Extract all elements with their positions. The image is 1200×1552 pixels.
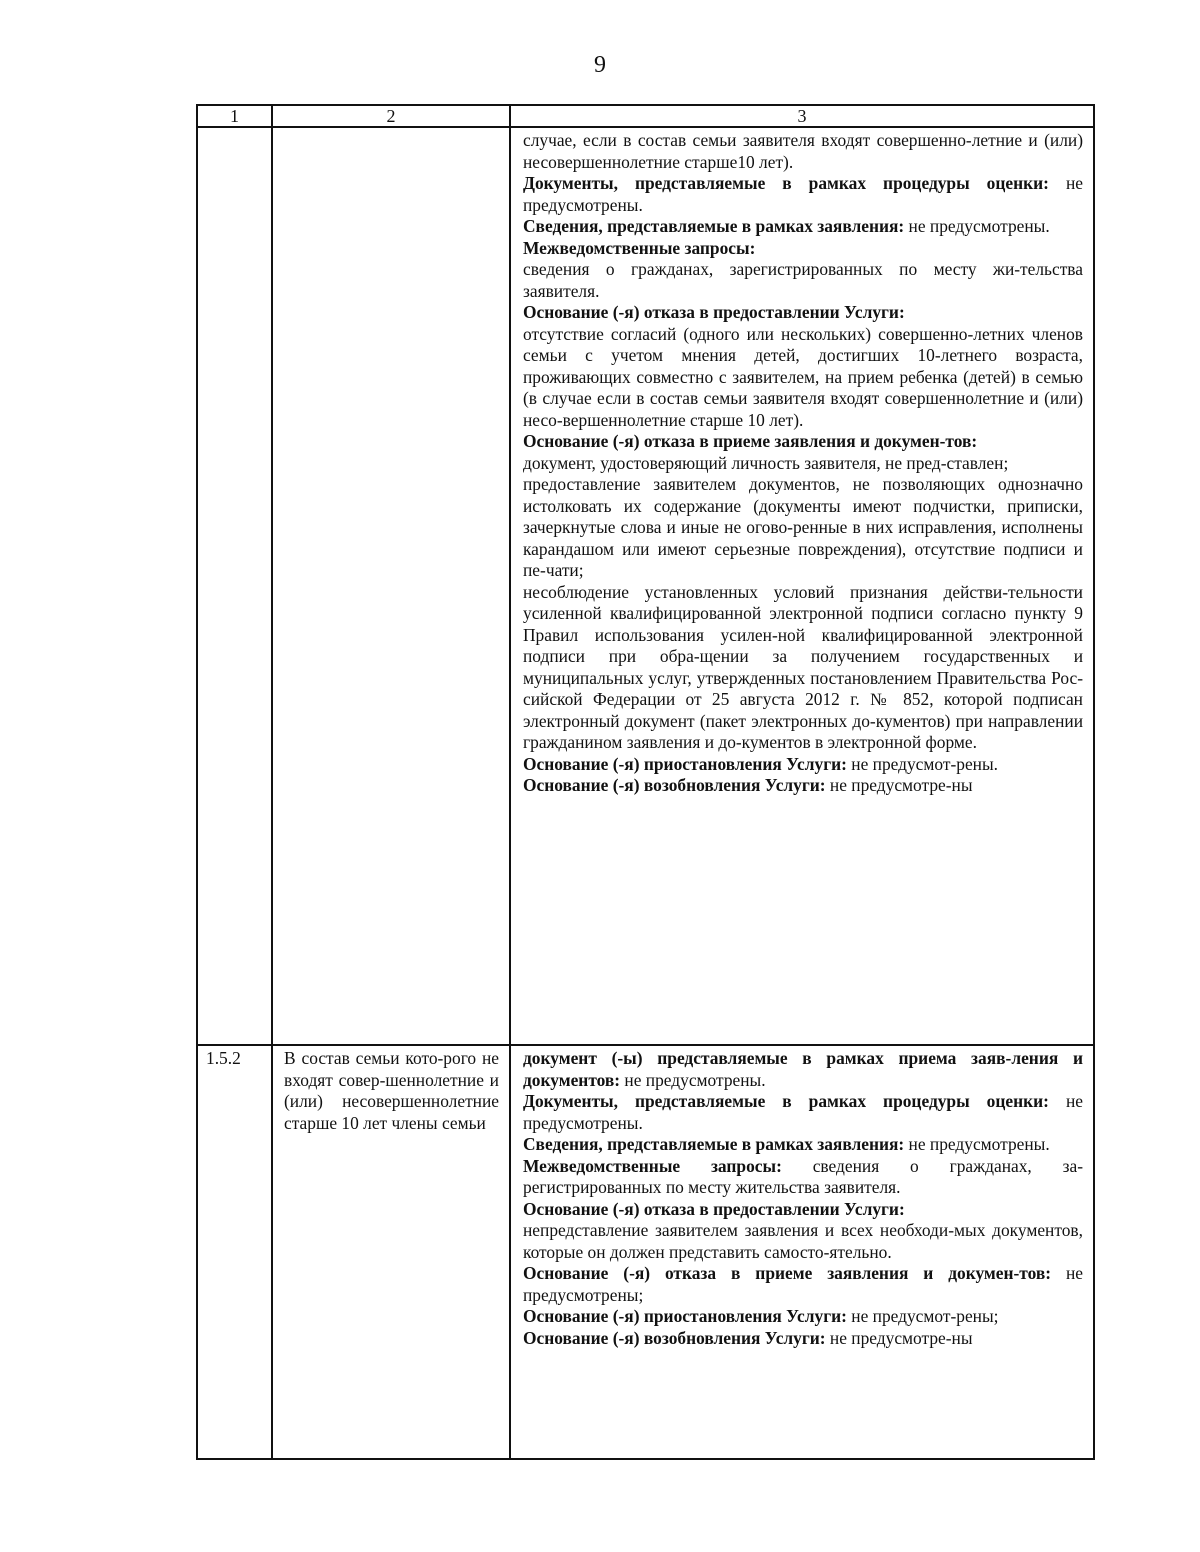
paragraph-heading: Основание (-я) возобновления Услуги: bbox=[523, 775, 826, 795]
table-header-row bbox=[197, 105, 1094, 127]
paragraph bbox=[523, 1134, 1083, 1156]
paragraph bbox=[523, 130, 1083, 173]
paragraph-text: не предусмотре-ны bbox=[825, 1327, 973, 1348]
row-number-cell bbox=[197, 1045, 272, 1459]
paragraph-text: случае, если в состав семьи заявителя входят совершенно-летние и (или) несовершеннолетние старше10 лет). bbox=[523, 130, 1083, 172]
page-number: 9 bbox=[594, 52, 606, 78]
details-text bbox=[511, 1046, 1093, 1349]
details-text bbox=[511, 128, 1093, 797]
paragraph-text: не предусмот-рены; bbox=[846, 1306, 999, 1326]
paragraph bbox=[523, 754, 1083, 776]
paragraph-heading: Документы, представляемые в рамках процедуры оценки: bbox=[523, 1091, 1049, 1111]
row-number bbox=[198, 128, 271, 130]
paragraph-text: не предусмотрены. bbox=[904, 216, 1050, 236]
paragraph bbox=[523, 324, 1083, 432]
paragraph-text: не предусмотрены; bbox=[523, 1263, 1084, 1305]
paragraph bbox=[523, 302, 1083, 324]
details-cell bbox=[510, 1045, 1094, 1459]
paragraph bbox=[523, 173, 1083, 216]
paragraph-text: не предусмотрены. bbox=[523, 173, 1084, 215]
paragraph bbox=[523, 1220, 1083, 1263]
paragraph bbox=[523, 238, 1083, 260]
paragraph-heading: Основание (-я) приостановления Услуги: bbox=[523, 753, 847, 774]
paragraph-heading: Межведомственные запросы: bbox=[523, 237, 756, 258]
category-text bbox=[273, 128, 509, 130]
column-header-3: 3 bbox=[510, 105, 1094, 127]
paragraph-text: не предусмотрены. bbox=[904, 1134, 1050, 1154]
document-table bbox=[196, 104, 1095, 1460]
paragraph bbox=[523, 1156, 1083, 1199]
paragraph bbox=[523, 1091, 1083, 1134]
paragraph bbox=[523, 1306, 1083, 1328]
paragraph bbox=[523, 582, 1083, 754]
paragraph-heading: Основание (-я) отказа в приеме заявления и докумен-тов: bbox=[523, 1263, 1052, 1283]
paragraph-heading: Основание (-я) отказа в предоставлении Услуги: bbox=[523, 1198, 905, 1219]
row-number: 1.5.2 bbox=[206, 1048, 241, 1068]
paragraph-text: документ, удостоверяющий личность заявителя, не пред-ставлен; bbox=[523, 452, 1009, 473]
paragraph-text: не предусмот-рены. bbox=[846, 753, 999, 774]
paragraph-text: не предусмотрены. bbox=[620, 1069, 766, 1090]
paragraph-text: несоблюдение установленных условий признания действи-тельности усиленной квалифицированной электронной подписи согласно пункту 9 Правил использования усилен-ной квалифицированной электронной подписи при обра-щении за получением государственных и муниципальных услуг, утвержденных постановлением Правительства Рос-сийской Федерации от 25 августа 2012 г. № 852, которой подписан электронный документ (пакет электронных до-кументов) при направлении гражданином заявления и до-кументов в электронной форме. bbox=[523, 581, 1083, 752]
paragraph-heading: Основание (-я) отказа в приеме заявления и докумен-тов: bbox=[523, 431, 978, 451]
column-header-1: 1 bbox=[197, 105, 272, 127]
paragraph-text: не предусмотре-ны bbox=[825, 775, 973, 795]
paragraph bbox=[523, 453, 1083, 475]
paragraph-heading: Документы, представляемые в рамках процедуры оценки: bbox=[523, 173, 1049, 193]
paragraph-text: предоставление заявителем документов, не позволяющих однозначно истолковать их содержание (документы имеют подчистки, приписки, зачеркнутые слова и иные не огово-ренные в них исправления, исполнены карандашом или имеют серьезные повреждения), отсутствие подписи и пе-чати; bbox=[523, 474, 1083, 580]
column-header-2: 2 bbox=[272, 105, 510, 127]
category-cell bbox=[272, 1045, 510, 1459]
paragraph bbox=[523, 1263, 1083, 1306]
paragraph-text: сведения о гражданах, за-регистрированных по месту жительства заявителя. bbox=[523, 1155, 1083, 1197]
category-cell bbox=[272, 127, 510, 1045]
paragraph bbox=[523, 431, 1083, 453]
paragraph-heading: Межведомственные запросы: bbox=[523, 1155, 782, 1176]
paragraph-heading: Основание (-я) приостановления Услуги: bbox=[523, 1306, 847, 1326]
paragraph bbox=[523, 1048, 1083, 1091]
category-text: В состав семьи кото-рого не входят совер-шеннолетние и (или) несовершеннолетние старше 10 лет члены семьи bbox=[284, 1048, 499, 1133]
paragraph-heading: Сведения, представляемые в рамках заявления: bbox=[523, 1134, 905, 1154]
paragraph bbox=[523, 1199, 1083, 1221]
paragraph-text: отсутствие согласий (одного или нескольких) совершенно-летних членов семьи с учетом мнения детей, достигших 10-летнего возраста, проживающих совместно с заявителем, на прием ребенка (детей) в семью (в случае если в состав семьи заявителя входят совершеннолетние и (или) несо-вершеннолетние старше 10 лет). bbox=[523, 323, 1083, 430]
paragraph bbox=[523, 474, 1083, 582]
paragraph bbox=[523, 216, 1083, 238]
paragraph bbox=[523, 1328, 1083, 1350]
details-cell bbox=[510, 127, 1094, 1045]
paragraph-text: не предусмотрены. bbox=[523, 1091, 1084, 1133]
row-number-cell bbox=[197, 127, 272, 1045]
paragraph-text: непредставление заявителем заявления и всех необходи-мых документов, которые он должен представить самосто-ятельно. bbox=[523, 1220, 1083, 1262]
table-row bbox=[197, 1045, 1094, 1459]
paragraph-text: сведения о гражданах, зарегистрированных по месту жи-тельства заявителя. bbox=[523, 259, 1083, 301]
paragraph bbox=[523, 775, 1083, 797]
table-row bbox=[197, 127, 1094, 1045]
paragraph bbox=[523, 259, 1083, 302]
paragraph-heading: Сведения, представляемые в рамках заявления: bbox=[523, 216, 905, 236]
paragraph-heading: Основание (-я) возобновления Услуги: bbox=[523, 1327, 826, 1348]
paragraph-heading: Основание (-я) отказа в предоставлении Услуги: bbox=[523, 302, 905, 322]
paragraph-heading: документ (-ы) представляемые в рамках приема заяв-ления и документов: bbox=[523, 1048, 1083, 1090]
